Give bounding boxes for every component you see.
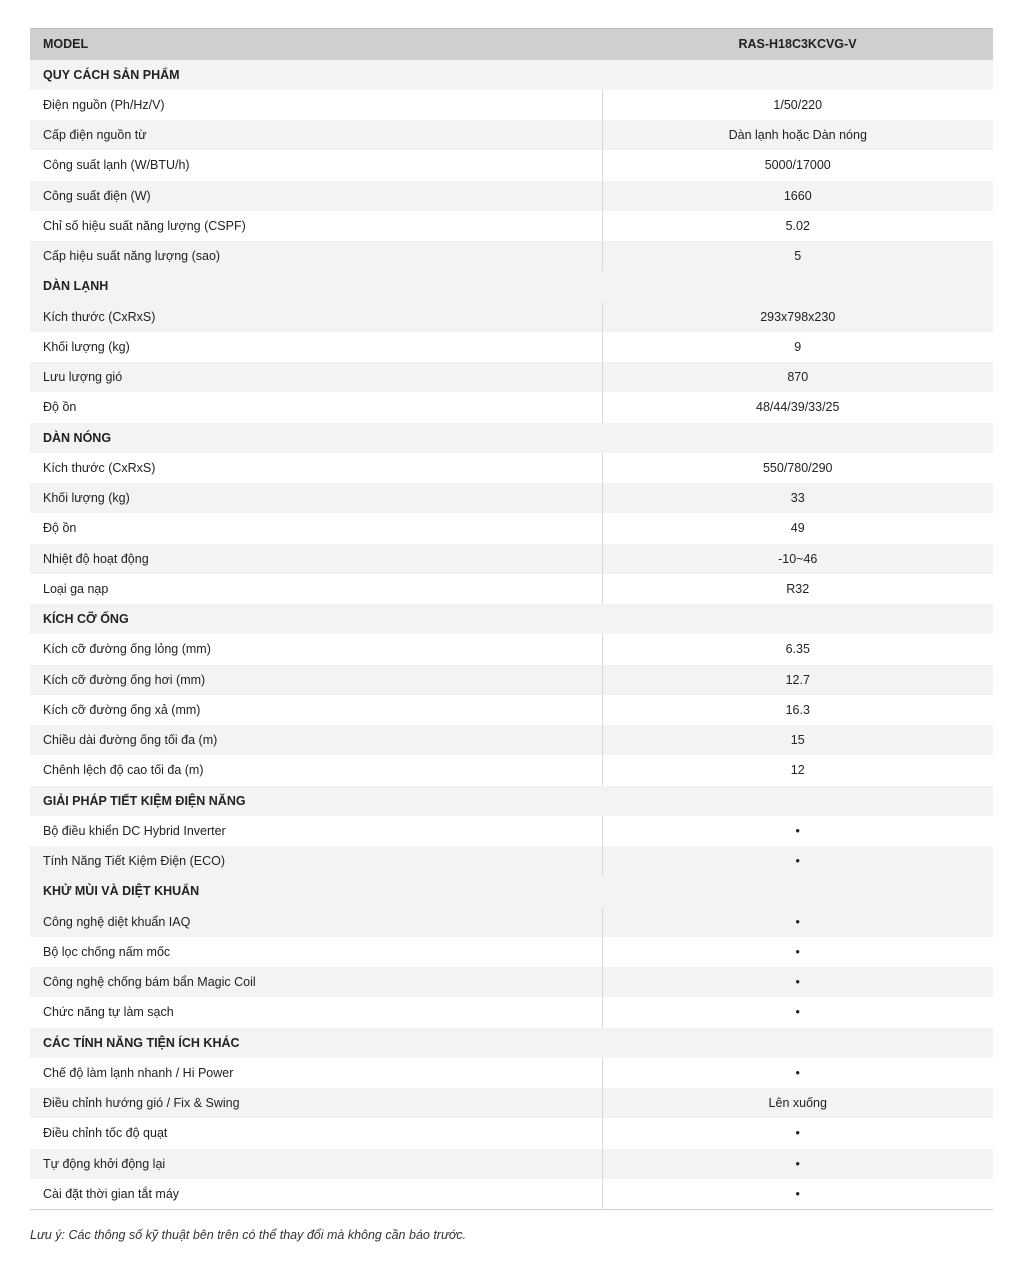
table-row [30, 846, 993, 876]
section-header-row [30, 423, 993, 453]
spec-label: Công nghệ diệt khuẩn IAQ [30, 907, 602, 937]
spec-value: • [602, 937, 993, 967]
spec-label: Tính Năng Tiết Kiệm Điện (ECO) [30, 846, 602, 876]
spec-label: Khối lượng (kg) [30, 332, 602, 362]
spec-label: Công suất lạnh (W/BTU/h) [30, 150, 602, 180]
section-title: QUY CÁCH SẢN PHẨM [30, 60, 993, 90]
spec-table-container [30, 28, 993, 1210]
table-row [30, 665, 993, 695]
section-title: GIẢI PHÁP TIẾT KIỆM ĐIỆN NĂNG [30, 786, 993, 816]
spec-value: 293x798x230 [602, 302, 993, 332]
spec-value: • [602, 967, 993, 997]
table-row [30, 937, 993, 967]
spec-label: Chênh lệch độ cao tối đa (m) [30, 755, 602, 785]
header-model: RAS-H18C3KCVG-V [602, 29, 993, 60]
table-row [30, 1149, 993, 1179]
spec-value: 6.35 [602, 634, 993, 664]
spec-value: 33 [602, 483, 993, 513]
table-row [30, 302, 993, 332]
spec-label: Kích cỡ đường ống xả (mm) [30, 695, 602, 725]
table-row [30, 332, 993, 362]
table-row [30, 1058, 993, 1088]
header-label: MODEL [30, 29, 602, 60]
spec-label: Cấp hiệu suất năng lượng (sao) [30, 241, 602, 271]
spec-value: • [602, 907, 993, 937]
spec-value: • [602, 1058, 993, 1088]
table-row [30, 453, 993, 483]
spec-label: Kích thước (CxRxS) [30, 453, 602, 483]
table-header-row [30, 29, 993, 60]
section-title: CÁC TÍNH NĂNG TIỆN ÍCH KHÁC [30, 1028, 993, 1058]
spec-value: • [602, 1149, 993, 1179]
spec-value: • [602, 1118, 993, 1148]
spec-value: • [602, 846, 993, 876]
section-header-row [30, 786, 993, 816]
spec-value: -10~46 [602, 544, 993, 574]
spec-value: 15 [602, 725, 993, 755]
spec-label: Chỉ số hiệu suất năng lượng (CSPF) [30, 211, 602, 241]
spec-value: 550/780/290 [602, 453, 993, 483]
table-row [30, 241, 993, 271]
spec-label: Lưu lượng gió [30, 362, 602, 392]
spec-value: • [602, 997, 993, 1027]
spec-label: Điện nguồn (Ph/Hz/V) [30, 90, 602, 120]
spec-value: 16.3 [602, 695, 993, 725]
spec-value: 12.7 [602, 665, 993, 695]
spec-label: Cài đặt thời gian tắt máy [30, 1179, 602, 1209]
spec-value: Lên xuống [602, 1088, 993, 1118]
section-header-row [30, 876, 993, 906]
spec-value: 5000/17000 [602, 150, 993, 180]
spec-label: Tự động khởi động lại [30, 1149, 602, 1179]
spec-value: 870 [602, 362, 993, 392]
disclaimer-note: Lưu ý: Các thông số kỹ thuật bên trên có thể thay đổi mà không cần báo trước. [30, 1228, 467, 1242]
table-row [30, 634, 993, 664]
spec-label: Nhiệt độ hoạt động [30, 544, 602, 574]
spec-label: Bộ lọc chống nấm mốc [30, 937, 602, 967]
table-row [30, 1179, 993, 1209]
section-title: DÀN NÓNG [30, 423, 993, 453]
table-row [30, 211, 993, 241]
table-row [30, 907, 993, 937]
table-row [30, 725, 993, 755]
spec-value: 5.02 [602, 211, 993, 241]
spec-value: 9 [602, 332, 993, 362]
spec-label: Cấp điện nguồn từ [30, 120, 602, 150]
spec-label: Điều chỉnh hướng gió / Fix & Swing [30, 1088, 602, 1118]
table-row [30, 120, 993, 150]
table-row [30, 1088, 993, 1118]
section-title: KHỬ MÙI VÀ DIỆT KHUẨN [30, 876, 993, 906]
spec-label: Độ ồn [30, 513, 602, 543]
spec-value: 48/44/39/33/25 [602, 392, 993, 422]
table-row [30, 695, 993, 725]
section-title: DÀN LẠNH [30, 271, 993, 301]
spec-value: Dàn lạnh hoặc Dàn nóng [602, 120, 993, 150]
table-row [30, 513, 993, 543]
table-row [30, 967, 993, 997]
table-row [30, 181, 993, 211]
table-row [30, 574, 993, 604]
section-title: KÍCH CỠ ỐNG [30, 604, 993, 634]
section-header-row [30, 60, 993, 90]
spec-value: 12 [602, 755, 993, 785]
spec-label: Kích thước (CxRxS) [30, 302, 602, 332]
spec-label: Bộ điều khiển DC Hybrid Inverter [30, 816, 602, 846]
spec-label: Loại ga nạp [30, 574, 602, 604]
spec-value: 5 [602, 241, 993, 271]
section-header-row [30, 604, 993, 634]
table-row [30, 816, 993, 846]
spec-value: R32 [602, 574, 993, 604]
spec-label: Điều chỉnh tốc độ quạt [30, 1118, 602, 1148]
spec-table-body [30, 29, 993, 1210]
spec-label: Chế độ làm lạnh nhanh / Hi Power [30, 1058, 602, 1088]
spec-label: Độ ồn [30, 392, 602, 422]
table-row [30, 392, 993, 422]
spec-label: Công suất điện (W) [30, 181, 602, 211]
table-row [30, 997, 993, 1027]
spec-value: • [602, 816, 993, 846]
table-row [30, 90, 993, 120]
spec-label: Chiều dài đường ống tối đa (m) [30, 725, 602, 755]
table-row [30, 1118, 993, 1148]
table-row [30, 755, 993, 785]
table-row [30, 483, 993, 513]
spec-value: 1/50/220 [602, 90, 993, 120]
spec-value: 49 [602, 513, 993, 543]
spec-label: Kích cỡ đường ống hơi (mm) [30, 665, 602, 695]
spec-label: Công nghệ chống bám bẩn Magic Coil [30, 967, 602, 997]
spec-value: 1660 [602, 181, 993, 211]
spec-label: Kích cỡ đường ống lỏng (mm) [30, 634, 602, 664]
table-row [30, 362, 993, 392]
section-header-row [30, 271, 993, 301]
spec-table [30, 28, 993, 1210]
table-row [30, 150, 993, 180]
section-header-row [30, 1028, 993, 1058]
table-row [30, 544, 993, 574]
spec-value: • [602, 1179, 993, 1209]
spec-label: Chức năng tự làm sạch [30, 997, 602, 1027]
spec-label: Khối lượng (kg) [30, 483, 602, 513]
